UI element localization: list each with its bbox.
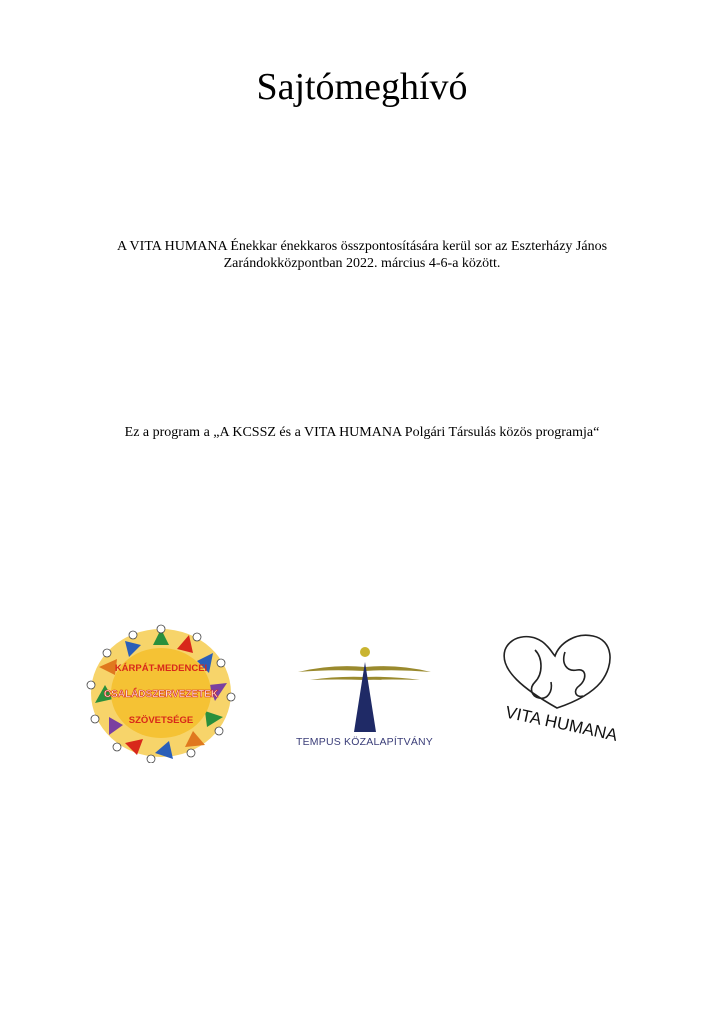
kcssz-sun-icon xyxy=(85,623,237,763)
kcssz-top-text: KÁRPÁT-MEDENCEI xyxy=(114,663,208,674)
kcssz-bottom-text: SZÖVETSÉGE xyxy=(128,715,194,726)
tempus-emblem-icon xyxy=(292,638,437,734)
page-title: Sajtómeghívó xyxy=(256,66,468,108)
program-paragraph: Ez a program a „A KCSSZ és a VITA HUMANA Polgári Társulás közös programja“ xyxy=(124,425,600,440)
kcssz-middle-text: CSALÁDSZERVEZETEK xyxy=(103,689,219,700)
tempus-logo xyxy=(292,638,437,756)
announcement-line-2: Zarándokközpontban 2022. március 4-6-a között. xyxy=(223,256,501,271)
heart-with-figures-icon xyxy=(495,630,620,752)
tempus-label: TEMPUS KÖZALAPÍTVÁNY xyxy=(295,736,434,748)
kcssz-logo xyxy=(85,623,237,763)
announcement-paragraph xyxy=(0,238,724,272)
vita-humana-logo xyxy=(495,630,620,752)
vita-humana-label: VITA HUMANA xyxy=(503,702,620,745)
announcement-line-1: A VITA HUMANA Énekkar énekkaros összpontosítására kerül sor az Eszterházy János xyxy=(116,239,608,254)
